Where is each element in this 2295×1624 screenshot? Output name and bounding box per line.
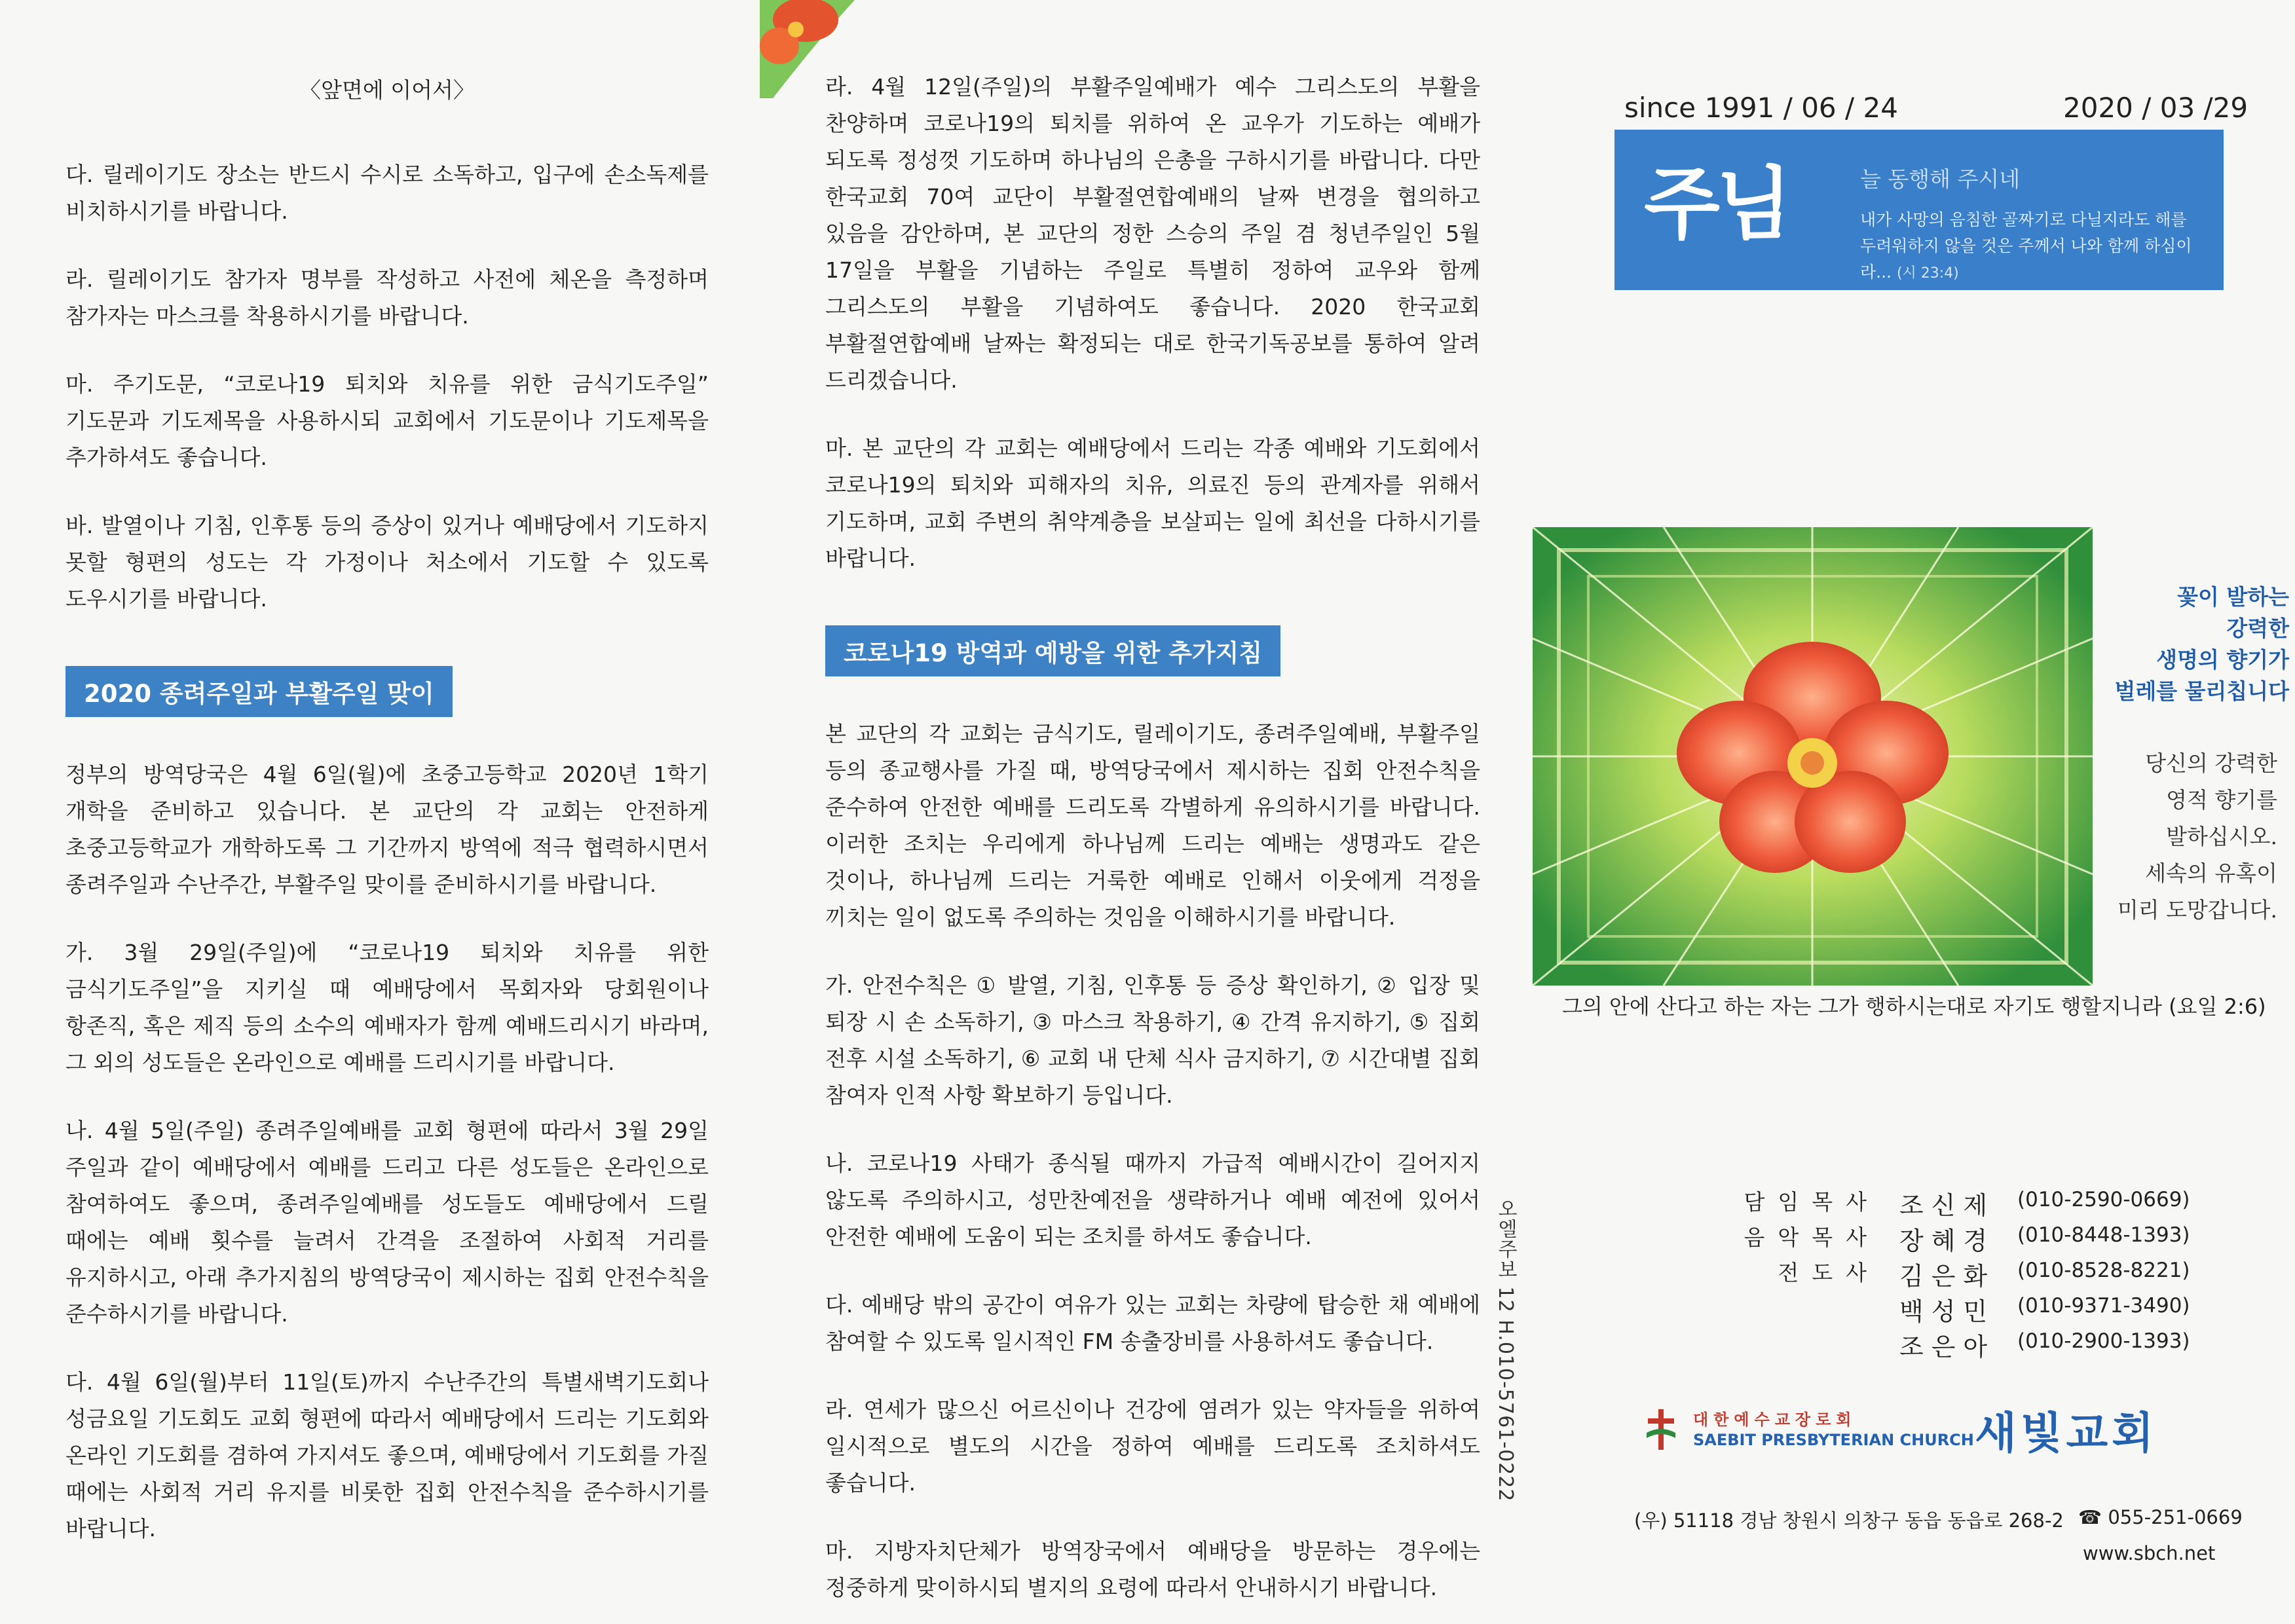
staff-name: 김은화 [1899, 1262, 1996, 1291]
paragraph: 마. 본 교단의 각 교회는 예배당에서 드리는 각종 예배와 기도회에서 코로나19의 퇴치와 피해자의 치유, 의료진 등의 관계자를 위해서 기도하며, 교회 주변의 취약계층을 보살피는 일에 최선을 다하시기를 바랍니다. [825, 435, 1480, 571]
caption-line: 세속의 유혹이 [2145, 860, 2277, 886]
staff-name: 조은아 [1899, 1333, 1996, 1361]
paragraph: 가. 3월 29일(주일)에 “코로나19 퇴치와 치유를 위한 금식기도주일”을 지키실 때 예배당에서 목회자와 당회원이나 항존직, 혹은 제직 등의 소수의 예배자가 함께 예배드리시기 바라며, 그 외의 성도들은 온라인으로 예배를 드리시기를 바랍니다. [65, 940, 709, 1075]
title-verse-ref: (시 23:4) [1896, 265, 1959, 282]
caption-line: 생명의 향기가 [2156, 647, 2289, 673]
phone-number: 055-251-0669 [2108, 1506, 2243, 1528]
staff-name: 조신제 [1899, 1191, 1996, 1220]
church-address: (우) 51118 경남 창원시 의창구 동읍 동읍로 268-2 [1634, 1509, 2064, 1532]
title-verse [1860, 207, 2201, 287]
paragraph: 마. 지방자치단체가 방역장국에서 예배당을 방문하는 경우에는 정중하게 맞이하시되 별지의 요령에 따라서 안내하시기 바랍니다. [825, 1538, 1480, 1600]
paragraph: 다. 릴레이기도 장소는 반드시 수시로 소독하고, 입구에 손소독제를 비치하시기를 바랍니다. [65, 162, 709, 224]
denomination-english: SAEBIT PRESBYTERIAN CHURCH [1693, 1431, 1974, 1449]
vertical-contact-note: 오엘주보 12 H.010-5761-0222 [1494, 1198, 1517, 1502]
title-subtitle: 늘 동행해 주시네 [1860, 166, 2021, 192]
staff-phone: (010-8448-1393) [2017, 1223, 2190, 1247]
staff-phone: (010-9371-3490) [2017, 1294, 2190, 1318]
paragraph: 나. 4월 5일(주일) 종려주일예배를 교회 형편에 따라서 3월 29일 주일과 같이 예배당에서 예배를 드리고 다른 성도들은 온라인으로 참여하여도 좋으며, 종려주일예배를 성도들도 예배당에서 드릴 때에는 예배 횟수를 늘려서 간격을 조절하여 사회적 거리를 유지하시고, 아래 추가지침의 방역당국이 제시하는 집회 안전수칙을 준수하시기를 바랍니다. [65, 1118, 709, 1327]
paragraph: 나. 코로나19 사태가 종식될 때까지 가급적 예배시간이 길어지지 않도록 주의하시고, 성만찬예전을 생략하거나 예배 예전에 있어서 안전한 예배에 도움이 되는 조치를 하셔도 좋습니다. [825, 1151, 1480, 1249]
paragraph: 바. 발열이나 기침, 인후통 등의 증상이 있거나 예배당에서 기도하지 못할 형편의 성도는 각 가정이나 처소에서 기도할 수 있도록 도우시기를 바랍니다. [65, 513, 709, 612]
staff-name: 장혜경 [1899, 1227, 1996, 1255]
phone-icon: ☎ [2078, 1506, 2102, 1528]
since-date: since 1991 / 06 / 24 [1624, 92, 1898, 124]
continued-note: 〈앞면에 이어서〉 [299, 77, 475, 103]
staff-phone: (010-2900-1393) [2017, 1329, 2190, 1353]
paragraph: 라. 4월 12일(주일)의 부활주일예배가 예수 그리스도의 부활을 찬양하며 코로나19의 퇴치를 위하여 온 교우가 기도하는 예배가 되도록 정성껏 기도하며 하나님의 은총을 구하시기를 바랍니다. 다만 한국교회 70여 교단이 부활절연합예배의 날짜 변경을 협의하고 있음을 감안하며, 본 교단의 정한 스승의 주일 겸 청년주일인 5월 17일을 부활을 기념하는 주일로 특별히 정하여 교우와 함께 그리스도의 부활을 기념하여도 좋습니다. 2020 한국교회 부활절연합예배 날짜는 확정되는 대로 한국기독공보를 통하여 알려 드리겠습니다. [825, 74, 1480, 393]
caption-line: 벌레를 물리칩니다 [2114, 678, 2289, 704]
caption-line: 당신의 강력한 [2145, 750, 2277, 776]
phone-contact [2078, 1506, 2243, 1528]
paragraph: 라. 릴레이기도 참가자 명부를 작성하고 사전에 체온을 측정하며 참가자는 마스크를 착용하시기를 바랍니다. [65, 267, 709, 329]
section-heading-palm-easter: 2020 종려주일과 부활주일 맞이 [65, 666, 453, 717]
staff-role: 음악목사 [1744, 1225, 1880, 1250]
paragraph: 다. 4월 6일(월)부터 11일(토)까지 수난주간의 특별새벽기도회나 성금요일 기도회도 교회 형편에 따라서 예배당에서 드리는 기도회와 온라인 기도회를 겸하여 가지셔도 좋으며, 예배당에서 기도회를 가질 때에는 사회적 거리 유지를 비롯한 집회 안전수칙을 준수하시기를 바랍니다. [65, 1369, 709, 1541]
paragraph: 정부의 방역당국은 4월 6일(월)에 초중고등학교 2020년 1학기 개학을 준비하고 있습니다. 본 교단의 각 교회는 안전하게 초중고등학교가 개학하도록 그 기간까지 방역에 적극 협력하시면서 종려주일과 수난주간, 부활주일 맞이를 준비하시기를 바랍니다. [65, 762, 709, 897]
caption-line: 꽃이 발하는 [2177, 584, 2289, 610]
church-name: 새빛교회 [1975, 1408, 2158, 1458]
title-main: 주님 [1644, 158, 1788, 250]
staff-phone: (010-8528-8221) [2017, 1259, 2190, 1282]
title-banner [1614, 130, 2224, 290]
staff-role: 전도사 [1778, 1260, 1880, 1285]
caption-line: 영적 향기를 [2166, 787, 2277, 813]
paragraph: 다. 예배당 밖의 공간이 여유가 있는 교회는 차량에 탑승한 채 예배에 참여할 수 있도록 일시적인 FM 송출장비를 사용하셔도 좋습니다. [825, 1292, 1480, 1354]
paragraph: 본 교단의 각 교회는 금식기도, 릴레이기도, 종려주일예배, 부활주일 등의 종교행사를 가질 때, 방역당국에서 제시하는 집회 안전수칙을 준수하여 안전한 예배를 드리도록 각별하게 유의하시기를 바랍니다. 이러한 조치는 우리에게 하나님께 드리는 예배는 생명과도 같은 것이나, 하나님께 드리는 거룩한 예배로 인해서 이웃에게 걱정을 끼치는 일이 없도록 주의하는 것임을 이해하시기를 바랍니다. [825, 721, 1480, 930]
left-column [0, 0, 760, 1624]
caption-line: 미리 도망갑니다. [2117, 897, 2277, 923]
staff-name: 백성민 [1899, 1297, 1996, 1326]
denomination-korean: 대한예수교장로회 [1693, 1411, 1857, 1429]
caption-line: 발하십시오. [2166, 824, 2277, 849]
staff-phone: (010-2590-0669) [2017, 1188, 2190, 1211]
orchid-illustration [1533, 527, 2093, 986]
paragraph: 마. 주기도문, “코로나19 퇴치와 치유를 위한 금식기도주일” 기도문과 기도제목을 사용하시되 교회에서 기도문이나 기도제목을 추가하셔도 좋습니다. [65, 371, 709, 470]
caption-line: 강력한 [2226, 616, 2289, 641]
title-verse-text: 내가 사망의 음침한 골짜기로 다닐지라도 해를 두려워하지 않을 것은 주께서 나와 함께 하심이라... [1860, 210, 2192, 282]
flower-caption [2099, 581, 2289, 707]
website-link[interactable]: www.sbch.net [2083, 1542, 2216, 1564]
paragraph: 가. 안전수칙은 ① 발열, 기침, 인후통 등 증상 확인하기, ② 입장 및 퇴장 시 손 소독하기, ③ 마스크 착용하기, ④ 간격 유지하기, ⑤ 집회 전후 시설 소독하기, ⑥ 교회 내 단체 식사 금지하기, ⑦ 시간대별 집회 참여자 인적 사항 확보하기 등입니다. [825, 972, 1480, 1108]
paragraph: 라. 연세가 많으신 어르신이나 건강에 염려가 있는 약자들을 위하여 일시적으로 별도의 시간을 정하여 예배를 드리도록 조치하셔도 좋습니다. [825, 1397, 1480, 1496]
middle-column [760, 0, 1526, 1624]
section-heading-covid-guidelines: 코로나19 방역과 예방을 위한 추가지침 [825, 625, 1280, 676]
church-logo-icon [1644, 1407, 1678, 1452]
staff-role: 담임목사 [1744, 1189, 1880, 1215]
bible-verse: 그의 안에 산다고 하는 자는 그가 행하시는대로 자기도 행할지니라 (요일 2:6) [1562, 994, 2266, 1019]
flower-caption-secondary [2099, 745, 2277, 929]
bulletin-date: 2020 / 03 /29 [2063, 92, 2248, 124]
